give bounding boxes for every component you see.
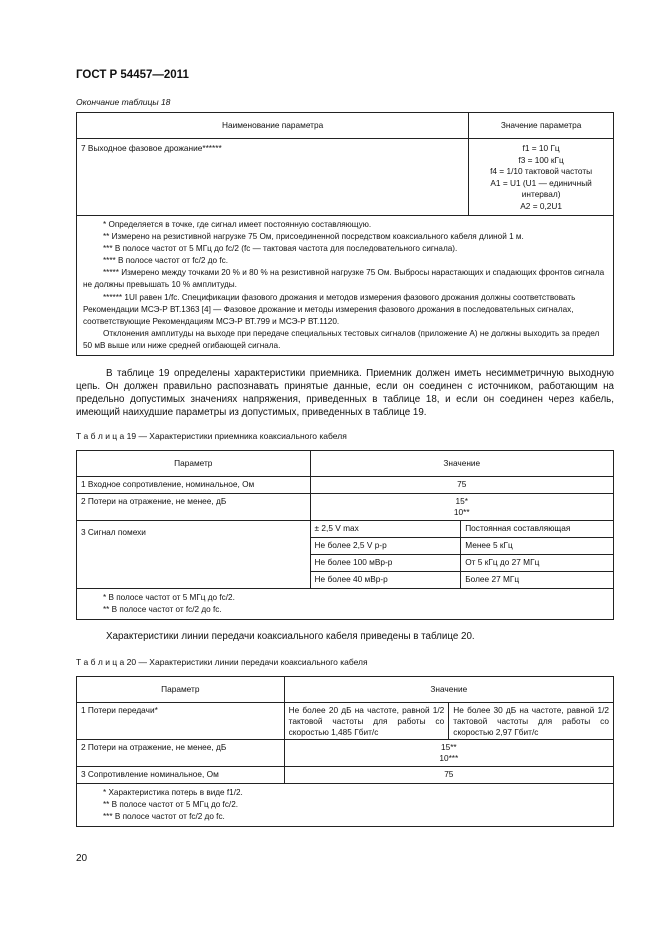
note-line: ** Измерено на резистивной нагрузке 75 Ом, присоединенной посредством коаксиального кабеля длиной 1 м. bbox=[103, 231, 524, 241]
page-number: 20 bbox=[76, 853, 88, 864]
note-line: * В полосе частот от 5 МГц до fc/2. bbox=[103, 592, 235, 602]
table20-caption: Т а б л и ц а 20 — Характеристики линии передачи коаксиального кабеля bbox=[76, 657, 368, 667]
table19-notes bbox=[77, 588, 614, 619]
note-line: *** В полосе частот от fc/2 до fc. bbox=[103, 812, 225, 822]
table20-row3-value: 75 bbox=[284, 766, 613, 783]
table18-header-param: Наименование параметра bbox=[77, 113, 469, 139]
value-line: A2 = 0,2U1 bbox=[520, 201, 562, 212]
table20-header-value: Значение bbox=[284, 677, 613, 703]
table-19 bbox=[76, 450, 614, 620]
table-18 bbox=[76, 112, 614, 356]
note-line: ****** 1UI равен 1/fc. Спецификации фазового дрожания и методов измерения фазового дрожания должны соответствовать Рекомендации МСЭ-Р ВТ.1363 [4] — Фазовое дрожание и методы измерения фазового дрожания в последовательных сигналах, соответствующие Рекомендациям МСЭ-Р ВТ.799 и МСЭ-Р ВТ.1120. bbox=[83, 292, 576, 326]
table19-row3-left: Не более 2,5 V p-p bbox=[310, 537, 461, 554]
value-line: 15** bbox=[440, 742, 457, 753]
table18-row7-name: 7 Выходное фазовое дрожание****** bbox=[77, 139, 469, 216]
table18-caption: Окончание таблицы 18 bbox=[76, 97, 171, 107]
table20-row1-name: 1 Потери передачи* bbox=[77, 703, 285, 740]
note-line: *** В полосе частот от 5 МГц до fc/2 (fc — тактовая частота для последовательного сигнала). bbox=[103, 243, 458, 253]
table20-row1-value-a: Не более 20 дБ на частоте, равной 1/2 тактовой частоты для работы со скоростью 1,485 Гбит/с bbox=[284, 703, 449, 740]
table19-header-param: Параметр bbox=[77, 451, 311, 477]
paragraph-transmission: Характеристики линии передачи коаксиального кабеля приведены в таблице 20. bbox=[106, 631, 475, 642]
value-line: f4 = 1/10 тактовой частоты bbox=[490, 166, 593, 177]
table19-row1-name: 1 Входное сопротивление, номинальное, Ом bbox=[77, 477, 311, 494]
paragraph-receiver: В таблице 19 определены характеристики приемника. Приемник должен иметь несимметричную выходную цепь. Он должен правильно распознавать принятые данные, если он соединен с источником, работающим на предельно допустимых значениях напряжения, приведенных в таблице 18, и если он соединен через кабель, имеющий наихудшие параметры из допустимых, приведенных в таблице 19. bbox=[76, 368, 614, 419]
value-line: A1 = U1 (U1 — единичный bbox=[490, 177, 592, 188]
value-line: f3 = 100 кГц bbox=[518, 154, 564, 165]
table19-row3-right: Постоянная составляющая bbox=[461, 520, 614, 537]
table19-row2-value bbox=[310, 494, 613, 521]
note-line: * Определяется в точке, где сигнал имеет постоянную составляющую. bbox=[103, 219, 372, 229]
table20-row3-name: 3 Сопротивление номинальное, Ом bbox=[77, 766, 285, 783]
note-line: ***** Измерено между точками 20 % и 80 % на резистивной нагрузке 75 Ом. Выбросы нарастающих и спадающих фронтов сигнала не должны превышать 10 % амплитуды. bbox=[83, 268, 605, 290]
table18-row7-values bbox=[469, 139, 614, 216]
note-line: **** В полосе частот от fc/2 до fc. bbox=[103, 256, 228, 266]
document-header: ГОСТ Р 54457—2011 bbox=[76, 69, 189, 81]
table19-header-value: Значение bbox=[310, 451, 613, 477]
table20-header-param: Параметр bbox=[77, 677, 285, 703]
value-line: 10*** bbox=[439, 753, 459, 764]
note-line: ** В полосе частот от 5 МГц до fc/2. bbox=[103, 800, 239, 810]
table20-row2-name: 2 Потери на отражение, не менее, дБ bbox=[77, 740, 285, 767]
table19-row3-left: Не более 100 мВp-p bbox=[310, 554, 461, 571]
table19-row3-name: 3 Сигнал помехи bbox=[77, 520, 311, 588]
table19-caption: Т а б л и ц а 19 — Характеристики приемника коаксиального кабеля bbox=[76, 431, 347, 441]
table20-row2-value bbox=[284, 740, 613, 767]
value-line: 10** bbox=[453, 506, 470, 517]
table19-row3-right: От 5 кГц до 27 МГц bbox=[461, 554, 614, 571]
value-line: 15* bbox=[455, 496, 468, 506]
note-line: * Характеристика потерь в виде f1/2. bbox=[103, 787, 243, 797]
table19-row1-value: 75 bbox=[310, 477, 613, 494]
value-line: f1 = 10 Гц bbox=[522, 143, 560, 153]
table18-header-value: Значение параметра bbox=[469, 113, 614, 139]
table19-row2-name: 2 Потери на отражение, не менее, дБ bbox=[77, 494, 311, 521]
table19-row3-left: Не более 40 мВp-p bbox=[310, 571, 461, 588]
table19-row3-right: Более 27 МГц bbox=[461, 571, 614, 588]
table-20 bbox=[76, 676, 614, 827]
table19-row3-left: ± 2,5 V max bbox=[310, 520, 461, 537]
note-line: ** В полосе частот от fc/2 до fc. bbox=[103, 604, 222, 614]
table18-notes bbox=[77, 215, 614, 356]
table19-row3-right: Менее 5 кГц bbox=[461, 537, 614, 554]
table20-notes bbox=[77, 783, 614, 826]
table20-row1-value-b: Не более 30 дБ на частоте, равной 1/2 тактовой частоты для работы со скоростью 2,97 Гбит/с bbox=[449, 703, 614, 740]
value-line: интервал) bbox=[521, 189, 561, 200]
note-line: Отклонения амплитуды на выходе при передаче специальных тестовых сигналов (приложение А) не должны выходить за предел 50 мВ выше или ниже средней огибающей сигнала. bbox=[83, 328, 600, 351]
